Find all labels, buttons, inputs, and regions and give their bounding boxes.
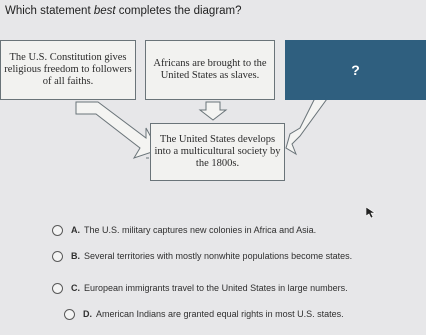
cause-effect-diagram (0, 40, 426, 190)
option-text: European immigrants travel to the United States in large numbers. (84, 283, 348, 293)
option-d[interactable] (64, 309, 394, 320)
radio-button[interactable] (64, 309, 75, 320)
question-emphasis: best (93, 5, 116, 17)
option-b[interactable] (52, 251, 382, 262)
arrow-center-to-result (200, 102, 226, 120)
question-prefix: Which statement (5, 5, 94, 17)
radio-button[interactable] (52, 225, 63, 236)
option-letter: D. (83, 309, 92, 319)
option-letter: B. (71, 251, 80, 261)
arrow-left-to-result (76, 102, 158, 158)
radio-button[interactable] (52, 251, 63, 262)
option-text: The U.S. military captures new colonies in Africa and Asia. (84, 225, 317, 235)
diagram-box-constitution: The U.S. Constitution gives religious freedom to followers of all faiths. (0, 40, 136, 100)
option-a[interactable] (52, 225, 382, 236)
option-letter: C. (71, 283, 80, 293)
option-c[interactable] (52, 283, 402, 294)
question-suffix: completes the diagram? (115, 5, 242, 17)
mouse-cursor-icon (366, 207, 376, 219)
radio-button[interactable] (52, 283, 63, 294)
option-letter: A. (71, 225, 80, 235)
question-text (5, 5, 242, 17)
arrow-right-to-result (286, 92, 332, 154)
option-text: Several territories with mostly nonwhite populations become states. (84, 251, 353, 261)
diagram-box-unknown: ? (285, 40, 426, 100)
diagram-box-result: The United States develops into a multicultural society by the 1800s. (150, 123, 285, 181)
option-text: American Indians are granted equal rights in most U.S. states. (96, 309, 344, 319)
diagram-box-slavery: Africans are brought to the United States as slaves. (145, 40, 275, 100)
